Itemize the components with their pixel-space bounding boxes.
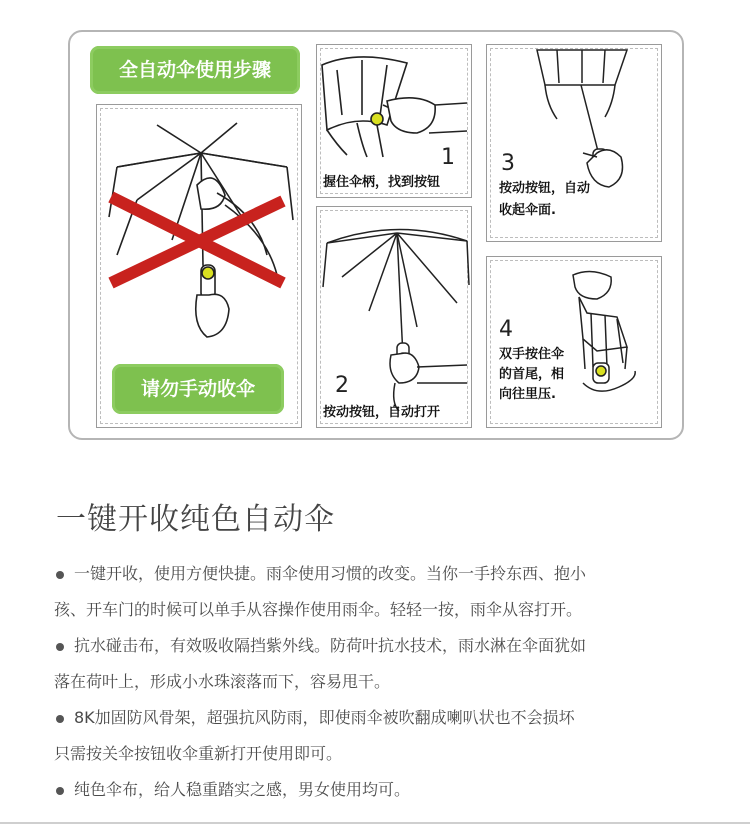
feature-item — [54, 700, 694, 772]
bullet-dot-icon — [56, 715, 64, 723]
panel-step-4 — [486, 256, 662, 428]
panel-step-1 — [316, 44, 472, 198]
warning-badge: 请勿手动收伞 — [112, 364, 284, 414]
step-4-caption-line-2: 的首尾，相 — [499, 367, 565, 382]
bullet-dot-icon — [56, 571, 64, 579]
step-3-number: 3 — [501, 151, 515, 176]
feature-item — [54, 556, 694, 628]
step-2-caption: 按动按钮，自动打开 — [323, 405, 441, 420]
feature-line: 只需按关伞按钮收伞重新打开使用即可。 — [54, 744, 343, 763]
feature-item — [54, 628, 694, 700]
panel-step-2 — [316, 206, 472, 428]
step-1-caption: 握住伞柄，找到按钮 — [323, 175, 441, 190]
step-1-number: 1 — [441, 145, 455, 170]
feature-item — [54, 772, 694, 808]
step-4-caption-line-1: 双手按住伞 — [499, 347, 565, 362]
feature-line: 一键开收，使用方便快捷。雨伞使用习惯的改变。当你一手拎东西、抱小 — [74, 564, 587, 583]
feature-line: 8K加固防风骨架，超强抗风防雨，即使雨伞被吹翻成喇叭状也不会损坏 — [74, 708, 575, 727]
bottom-divider — [0, 822, 750, 824]
bullet-dot-icon — [56, 643, 64, 651]
feature-line: 抗水碰击布，有效吸收隔挡紫外线。防荷叶抗水技术，雨水淋在伞面犹如 — [74, 636, 587, 655]
feature-line: 纯色伞布，给人稳重踏实之感，男女使用均可。 — [74, 780, 411, 799]
step-4-caption-line-3: 向往里压. — [499, 387, 556, 402]
section-heading: 一键开收纯色自动伞 — [56, 502, 335, 537]
step-3-caption-line-2: 收起伞面. — [499, 203, 556, 218]
feature-list — [54, 556, 694, 808]
feature-line: 落在荷叶上，形成小水珠滚落而下，容易甩干。 — [54, 672, 391, 691]
step-3-caption-line-1: 按动按钮，自动 — [499, 181, 591, 196]
panel-step-3 — [486, 44, 662, 242]
bullet-dot-icon — [56, 787, 64, 795]
step-4-number: 4 — [499, 317, 513, 342]
feature-line: 孩、开车门的时候可以单手从容操作使用雨伞。轻轻一按，雨伞从容打开。 — [54, 600, 583, 619]
title-badge: 全自动伞使用步骤 — [90, 46, 300, 94]
step-2-number: 2 — [335, 373, 349, 398]
